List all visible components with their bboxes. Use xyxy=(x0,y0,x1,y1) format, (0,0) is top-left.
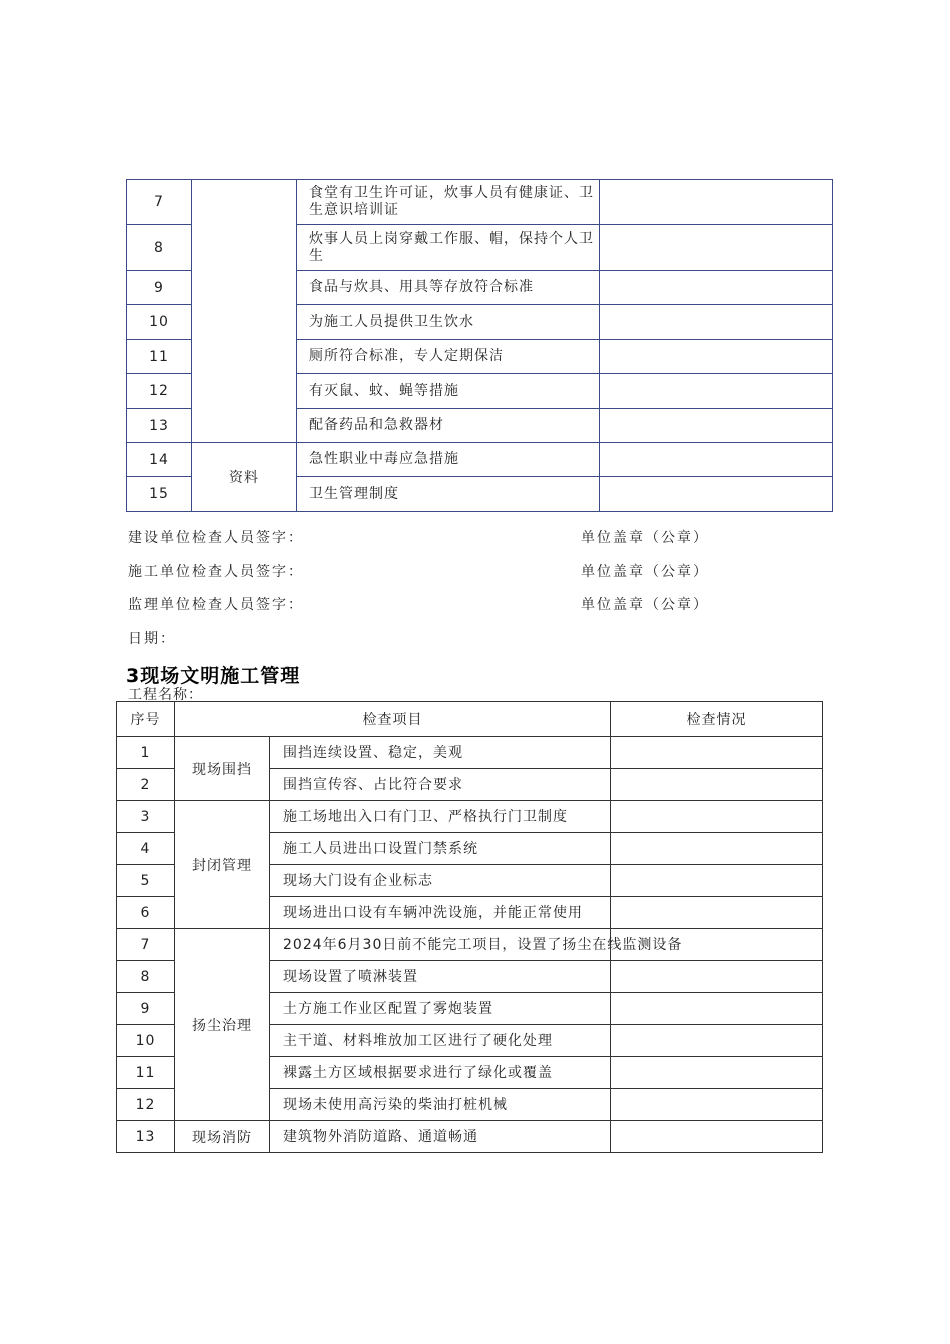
category-label: 资料 xyxy=(192,443,297,512)
stamp-label: 单位盖章（公章） xyxy=(581,564,709,580)
check-item: 食堂有卫生许可证，炊事人员有健康证、卫生意识培训证 xyxy=(297,180,600,225)
row-number: 10 xyxy=(127,305,192,340)
project-name-label: 工程名称： xyxy=(128,687,203,703)
row-number: 2 xyxy=(117,769,175,801)
date-label: 日期： xyxy=(128,631,176,647)
table-row xyxy=(117,737,823,769)
check-result-cell[interactable] xyxy=(611,865,823,897)
row-number: 5 xyxy=(117,865,175,897)
category-label: 现场围挡 xyxy=(175,737,270,801)
stamp-label: 单位盖章（公章） xyxy=(581,597,709,613)
table-row xyxy=(117,1121,823,1153)
check-result-cell[interactable] xyxy=(611,1057,823,1089)
row-number: 10 xyxy=(117,1025,175,1057)
check-item: 土方施工作业区配置了雾炮装置 xyxy=(270,993,611,1025)
row-number: 15 xyxy=(127,477,192,512)
check-item: 施工人员进出口设置门禁系统 xyxy=(270,833,611,865)
check-item: 2024年6月30日前不能完工项目，设置了扬尘在线监测设备 xyxy=(270,929,611,961)
check-item: 配备药品和急救器材 xyxy=(297,409,600,443)
header-item: 检查项目 xyxy=(175,702,611,737)
table-header-row xyxy=(117,702,823,737)
check-item: 卫生管理制度 xyxy=(297,477,600,512)
check-item: 现场进出口设有车辆冲洗设施，并能正常使用 xyxy=(270,897,611,929)
check-result-cell[interactable] xyxy=(611,833,823,865)
check-item: 炊事人员上岗穿戴工作服、帽，保持个人卫生 xyxy=(297,225,600,271)
check-result-cell[interactable] xyxy=(611,737,823,769)
row-number: 11 xyxy=(117,1057,175,1089)
row-number: 8 xyxy=(127,225,192,271)
header-status: 检查情况 xyxy=(611,702,823,737)
check-result-cell[interactable] xyxy=(611,897,823,929)
check-result-cell[interactable] xyxy=(611,961,823,993)
check-item: 急性职业中毒应急措施 xyxy=(297,443,600,477)
check-item: 为施工人员提供卫生饮水 xyxy=(297,305,600,340)
row-number: 7 xyxy=(127,180,192,225)
check-result-cell[interactable] xyxy=(600,477,833,512)
civilized-construction-table xyxy=(116,701,823,1153)
check-item: 现场设置了喷淋装置 xyxy=(270,961,611,993)
table-row xyxy=(127,443,833,477)
signature-jianli: 监理单位检查人员签字： xyxy=(128,597,304,613)
check-result-cell[interactable] xyxy=(600,443,833,477)
check-result-cell[interactable] xyxy=(611,1089,823,1121)
row-number: 11 xyxy=(127,340,192,374)
hygiene-check-table xyxy=(126,179,833,512)
check-result-cell[interactable] xyxy=(611,993,823,1025)
check-item: 有灭鼠、蚊、蝇等措施 xyxy=(297,374,600,409)
signature-shigong: 施工单位检查人员签字： xyxy=(128,564,304,580)
section-title: 3现场文明施工管理 xyxy=(126,665,301,687)
row-number: 13 xyxy=(127,409,192,443)
stamp-label: 单位盖章（公章） xyxy=(581,530,709,546)
check-result-cell[interactable] xyxy=(600,225,833,271)
table-row xyxy=(127,180,833,225)
check-result-cell[interactable] xyxy=(600,374,833,409)
check-item: 现场大门设有企业标志 xyxy=(270,865,611,897)
row-number: 1 xyxy=(117,737,175,769)
check-result-cell[interactable] xyxy=(611,769,823,801)
check-result-cell[interactable] xyxy=(600,305,833,340)
check-item: 现场未使用高污染的柴油打桩机械 xyxy=(270,1089,611,1121)
check-result-cell[interactable] xyxy=(600,409,833,443)
category-cell-empty xyxy=(192,180,297,443)
row-number: 3 xyxy=(117,801,175,833)
table-row xyxy=(117,929,823,961)
row-number: 9 xyxy=(117,993,175,1025)
row-number: 12 xyxy=(127,374,192,409)
check-result-cell[interactable] xyxy=(611,1121,823,1153)
check-result-cell[interactable] xyxy=(600,271,833,305)
check-item: 厕所符合标准，专人定期保洁 xyxy=(297,340,600,374)
category-label: 扬尘治理 xyxy=(175,929,270,1121)
category-label: 现场消防 xyxy=(175,1121,270,1153)
row-number: 4 xyxy=(117,833,175,865)
table-row xyxy=(117,801,823,833)
check-item: 施工场地出入口有门卫、严格执行门卫制度 xyxy=(270,801,611,833)
check-item: 围挡宣传容、占比符合要求 xyxy=(270,769,611,801)
check-item: 主干道、材料堆放加工区进行了硬化处理 xyxy=(270,1025,611,1057)
check-item: 围挡连续设置、稳定，美观 xyxy=(270,737,611,769)
signature-jianshe: 建设单位检查人员签字： xyxy=(128,530,304,546)
row-number: 13 xyxy=(117,1121,175,1153)
check-item: 裸露土方区域根据要求进行了绿化或覆盖 xyxy=(270,1057,611,1089)
check-result-cell[interactable] xyxy=(600,180,833,225)
check-result-cell[interactable] xyxy=(600,340,833,374)
header-number: 序号 xyxy=(117,702,175,737)
row-number: 7 xyxy=(117,929,175,961)
check-item: 食品与炊具、用具等存放符合标准 xyxy=(297,271,600,305)
check-result-cell[interactable] xyxy=(611,1025,823,1057)
check-item: 建筑物外消防道路、通道畅通 xyxy=(270,1121,611,1153)
check-result-cell[interactable] xyxy=(611,801,823,833)
row-number: 9 xyxy=(127,271,192,305)
category-label: 封闭管理 xyxy=(175,801,270,929)
row-number: 14 xyxy=(127,443,192,477)
row-number: 12 xyxy=(117,1089,175,1121)
row-number: 8 xyxy=(117,961,175,993)
row-number: 6 xyxy=(117,897,175,929)
